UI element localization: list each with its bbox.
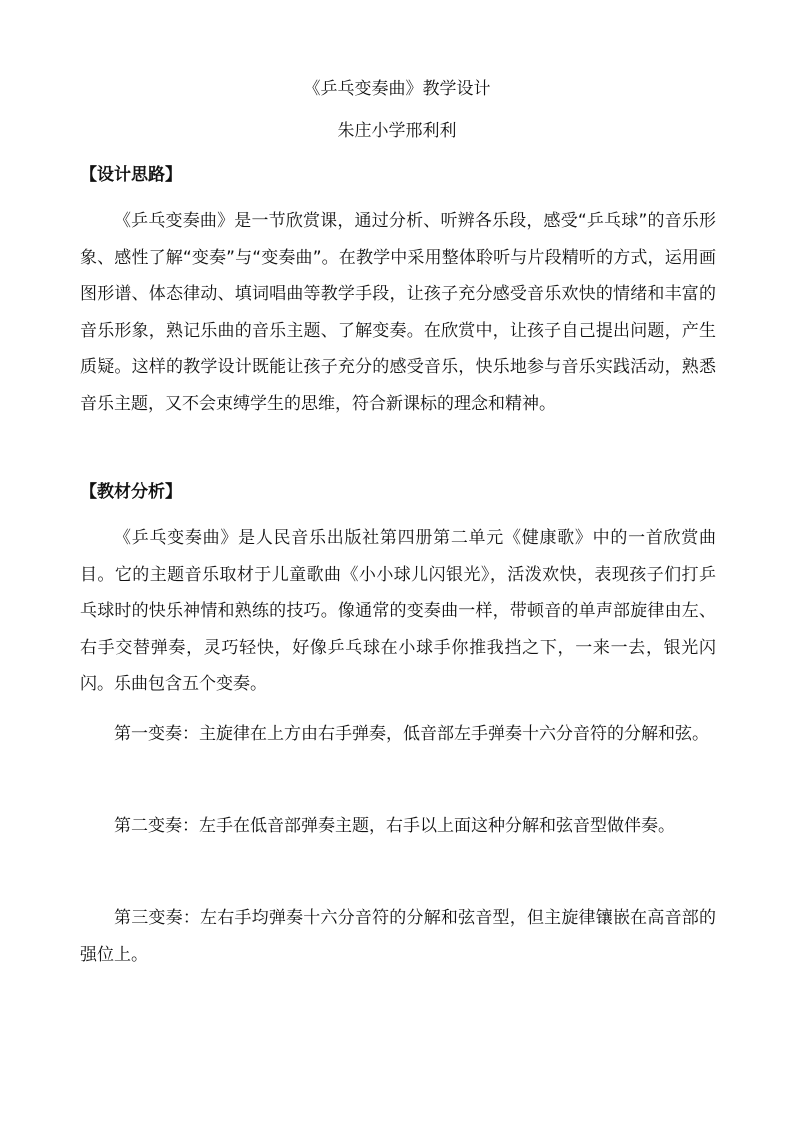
document-title: 《乒乓变奏曲》教学设计 <box>303 79 491 99</box>
paragraph-design-idea: 《乒乓变奏曲》是一节欣赏课，通过分析、听辨各乐段，感受“乒乓球”的音乐形象、感性了解“变奏”与“变奏曲”。在教学中采用整体聆听与片段精听的方式，运用画图形谱、体态律动、填词唱曲等教学手段，让孩子充分感受音乐欢快的情绪和丰富的音乐形象，熟记乐曲的音乐主题、了解变奏。在欣赏中，让孩子自己提出问题，产生质疑。这样的教学设计既能让孩子充分的感受音乐，快乐地参与音乐实践活动，熟悉音乐主题，又不会束缚学生的思维，符合新课标的理念和精神。 <box>80 211 716 414</box>
paragraph-material-analysis: 《乒乓变奏曲》是人民音乐出版社第四册第二单元《健康歌》中的一首欣赏曲目。它的主题音乐取材于儿童歌曲《小小球儿闪银光》，活泼欢快，表现孩子们打乒乓球时的快乐神情和熟练的技巧。像通常的变奏曲一样，带顿音的单声部旋律由左、右手交替弹奏，灵巧轻快，好像乒乓球在小球手你推我挡之下，一来一去，银光闪闪。乐曲包含五个变奏。 <box>80 528 716 694</box>
author-line: 朱庄小学邢利利 <box>337 121 457 141</box>
paragraph-variation-3: 第三变奏：左右手均弹奏十六分音符的分解和弦音型，但主旋律镶嵌在高音部的强位上。 <box>80 908 716 965</box>
paragraph-variation-1: 第一变奏：主旋律在上方由右手弹奏，低音部左手弹奏十六分音符的分解和弦。 <box>114 724 709 744</box>
paragraph-variation-2: 第二变奏：左手在低音部弹奏主题，右手以上面这种分解和弦音型做伴奏。 <box>114 816 675 836</box>
section-heading-design-idea: 【设计思路】 <box>80 165 182 185</box>
section-heading-material-analysis: 【教材分析】 <box>80 482 182 502</box>
